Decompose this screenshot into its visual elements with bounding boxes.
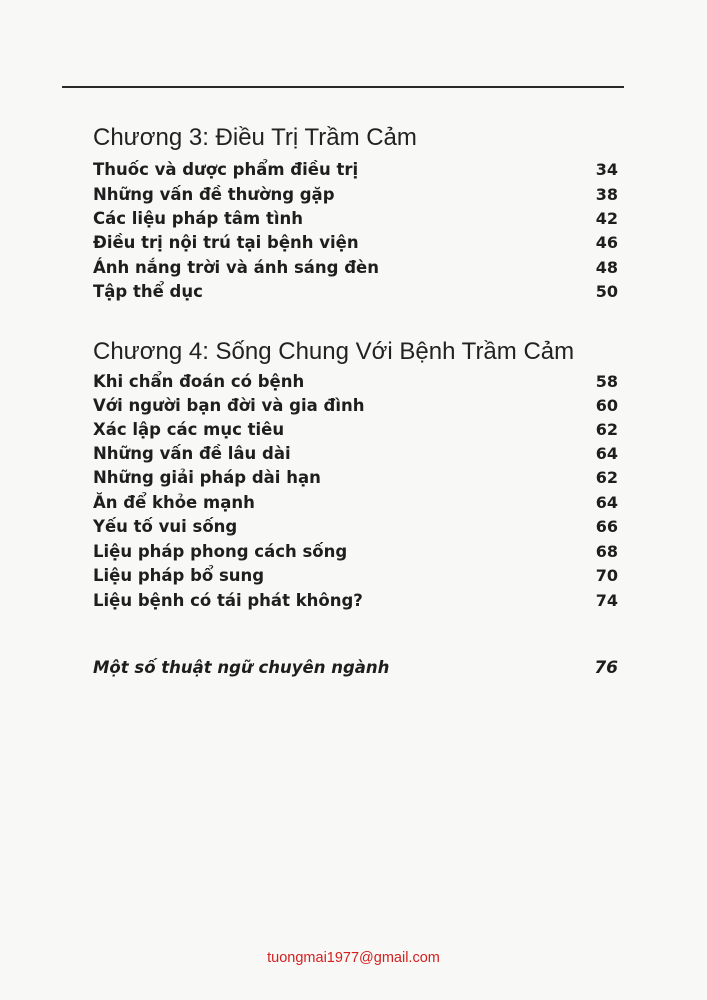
toc-entry-label: Liệu bệnh có tái phát không?	[93, 591, 363, 610]
top-rule	[62, 86, 624, 88]
toc-entry[interactable]	[93, 420, 618, 439]
toc-entry-label: Ăn để khỏe mạnh	[93, 493, 255, 512]
toc-entry[interactable]	[93, 233, 618, 252]
toc-entry-label: Yếu tố vui sống	[93, 517, 238, 536]
toc-entry[interactable]	[93, 282, 618, 301]
toc-entry-label: Các liệu pháp tâm tình	[93, 209, 304, 228]
toc-entry[interactable]	[93, 493, 618, 512]
footer-email: tuongmai1977@gmail.com	[267, 950, 440, 966]
toc-entry-page: 58	[595, 372, 618, 391]
toc-entry-label: Những giải pháp dài hạn	[93, 468, 321, 487]
toc-entry[interactable]	[93, 468, 618, 487]
toc-entry[interactable]	[93, 542, 618, 561]
toc-entry[interactable]	[93, 372, 618, 391]
toc-entry-label: Liệu pháp phong cách sống	[93, 542, 348, 561]
toc-entry-page: 68	[595, 542, 618, 561]
toc-entry[interactable]	[93, 517, 618, 536]
glossary-entry[interactable]	[93, 658, 618, 678]
toc-entry-label: Thuốc và dược phẩm điều trị	[93, 160, 359, 179]
toc-entry-label: Những vấn đề lâu dài	[93, 444, 291, 463]
toc-entry[interactable]	[93, 566, 618, 585]
toc-entry-page: 62	[595, 468, 618, 487]
toc-entry[interactable]	[93, 209, 618, 228]
glossary-label: Một số thuật ngữ chuyên ngành	[93, 658, 390, 677]
toc-entry-page: 46	[595, 233, 618, 252]
toc-entry[interactable]	[93, 160, 618, 179]
toc-entry-page: 70	[595, 566, 618, 585]
toc-entry-label: Những vấn đề thường gặp	[93, 185, 335, 204]
toc-entry-page: 64	[595, 493, 618, 512]
toc-entry-page: 62	[595, 420, 618, 439]
toc-entry-label: Xác lập các mục tiêu	[93, 420, 285, 439]
toc-entry-page: 74	[595, 591, 618, 610]
toc-entry-page: 48	[595, 258, 618, 277]
toc-entry[interactable]	[93, 396, 618, 415]
toc-entry-label: Liệu pháp bổ sung	[93, 566, 265, 585]
toc-entry-label: Điều trị nội trú tại bệnh viện	[93, 233, 359, 252]
toc-entry-label: Khi chẩn đoán có bệnh	[93, 372, 305, 391]
toc-entry-label: Tập thể dục	[93, 282, 203, 301]
toc-entry-page: 64	[595, 444, 618, 463]
toc-entry-page: 34	[595, 160, 618, 179]
toc-entry-label: Ánh nắng trời và ánh sáng đèn	[93, 258, 379, 277]
toc-entry-label: Với người bạn đời và gia đình	[93, 396, 365, 415]
toc-entry-page: 50	[595, 282, 618, 301]
toc-entry-page: 60	[595, 396, 618, 415]
toc-entry[interactable]	[93, 444, 618, 463]
toc-entry[interactable]	[93, 258, 618, 277]
toc-entry-page: 66	[595, 517, 618, 536]
chapter-4-title: Chương 4: Sống Chung Với Bệnh Trầm Cảm	[93, 338, 575, 365]
glossary-page: 76	[594, 658, 618, 678]
chapter-3-title: Chương 3: Điều Trị Trầm Cảm	[93, 124, 417, 151]
toc-entry-page: 38	[595, 185, 618, 204]
toc-entry[interactable]	[93, 185, 618, 204]
toc-entry-page: 42	[595, 209, 618, 228]
toc-entry[interactable]	[93, 591, 618, 610]
